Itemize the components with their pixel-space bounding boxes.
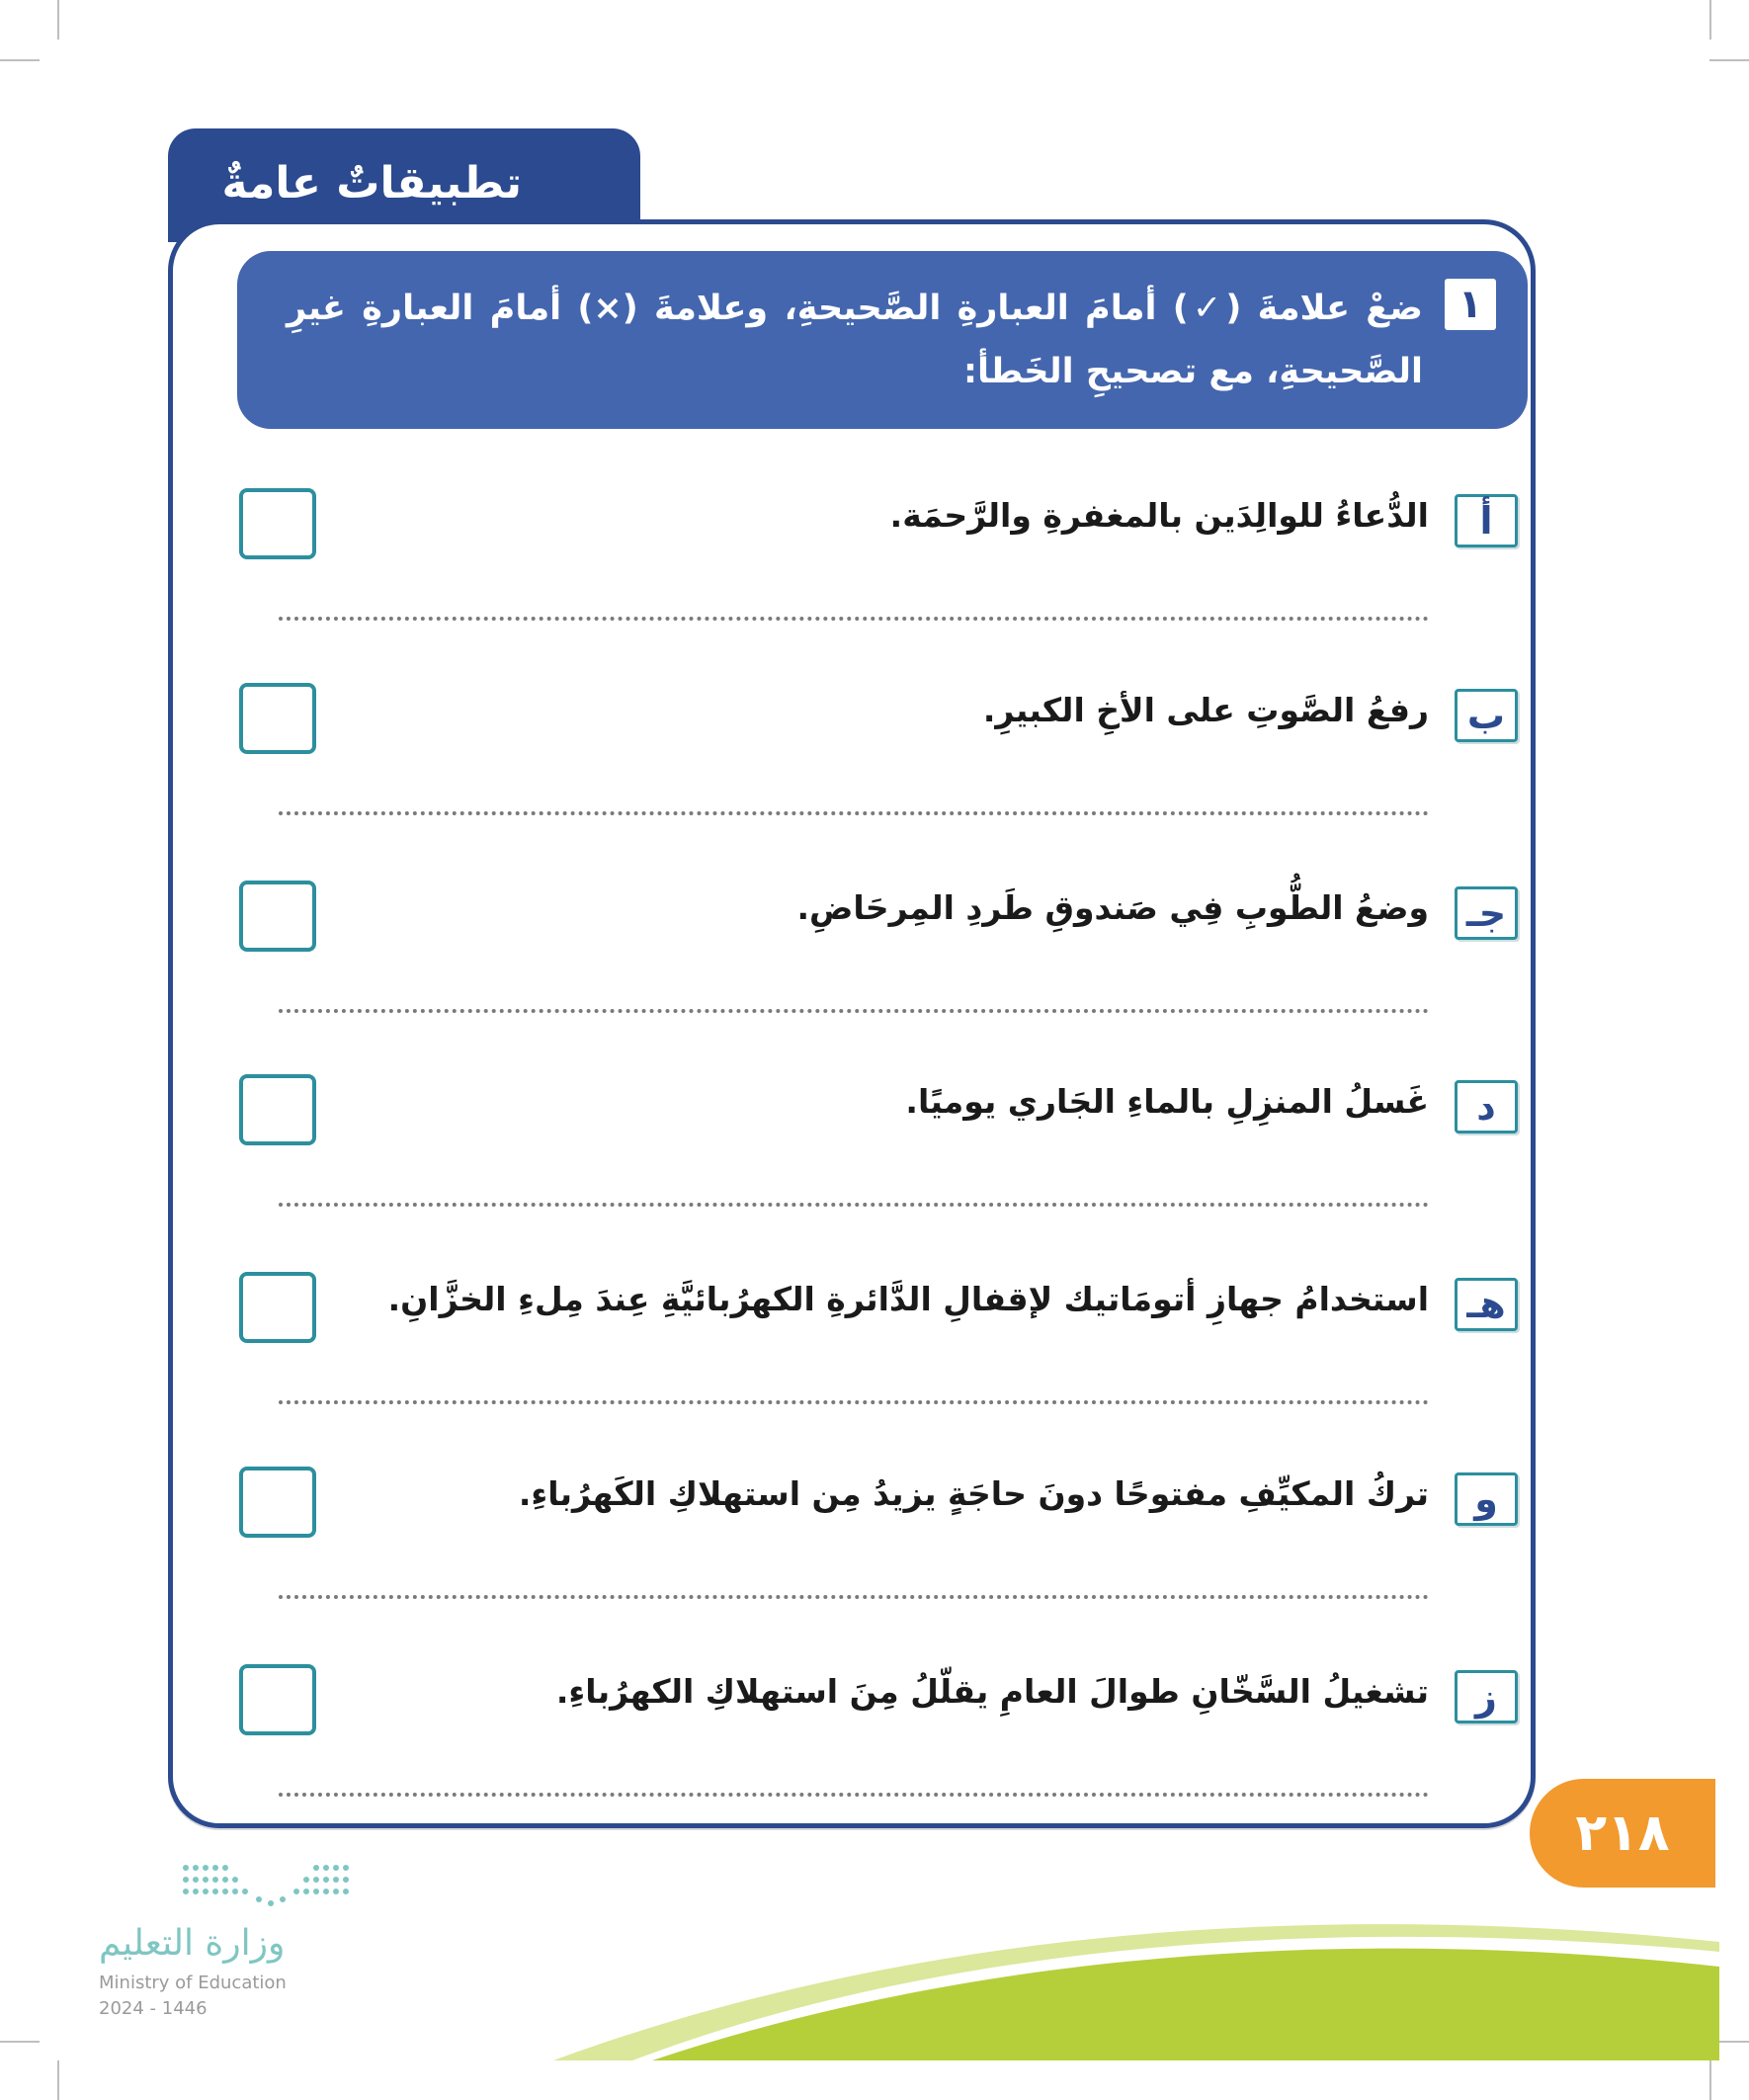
correction-line[interactable] <box>279 1203 1429 1207</box>
item-statement: استخدامُ جهازِ أتومَاتيك لإقفالِ الدَّائرةِ الكهرُبائيَّةِ عِندَ مِلءِ الخزَّانِ. <box>387 1280 1429 1318</box>
swoosh-band <box>652 1949 1719 2060</box>
correction-line[interactable] <box>279 1793 1429 1797</box>
instruction-text: ضعْ علامةَ (✓) أمامَ العبارةِ الصَّحيحةِ، وعلامةَ (×) أمامَ العبارةِ غيرِ الصَّحيحةِ، مع تصحيحِ الخَطأ: <box>287 289 1423 391</box>
item-letter-badge: هـ <box>1455 1278 1518 1331</box>
answer-checkbox[interactable] <box>239 1664 316 1735</box>
item-letter-badge: جـ <box>1455 886 1518 940</box>
item-letter-badge: د <box>1455 1080 1518 1134</box>
ministry-name-ar: وزارة التعليم <box>99 1923 286 1964</box>
answer-checkbox[interactable] <box>239 683 316 754</box>
item-statement: رفعُ الصَّوتِ على الأخِ الكبيرِ. <box>982 691 1429 729</box>
list-item <box>237 886 1518 1045</box>
item-statement: تشغيلُ السَّخّانِ طوالَ العامِ يقلّلُ مِنَ استهلاكِ الكهرُباءِ. <box>555 1672 1429 1711</box>
answer-checkbox[interactable] <box>239 1074 316 1145</box>
ministry-name-en: Ministry of Education <box>99 1973 287 1993</box>
item-letter-badge: ز <box>1455 1670 1518 1723</box>
list-item <box>237 1670 1518 1828</box>
answer-checkbox[interactable] <box>239 1467 316 1538</box>
item-letter-badge: ب <box>1455 689 1518 742</box>
ministry-year: 2024 - 1446 <box>99 1998 208 2019</box>
list-item <box>237 1080 1518 1238</box>
item-statement: تركُ المكيِّفِ مفتوحًا دونَ حاجَةٍ يزيدُ مِن استهلاكِ الكَهرُباءِ. <box>518 1474 1429 1513</box>
section-title: تطبيقاتٌ عامةٌ <box>221 158 522 209</box>
list-item <box>237 1472 1518 1631</box>
answer-checkbox[interactable] <box>239 488 316 559</box>
instruction-banner <box>237 251 1528 429</box>
logo-dots-icon <box>180 1858 358 1917</box>
list-item <box>237 1278 1518 1436</box>
item-letter-badge: أ <box>1455 494 1518 547</box>
page-number: ٢١٨ <box>1530 1779 1715 1888</box>
item-statement: غَسلُ المنزِلِ بالماءِ الجَاري يوميًا. <box>905 1082 1429 1121</box>
correction-line[interactable] <box>279 1400 1429 1404</box>
answer-checkbox[interactable] <box>239 881 316 952</box>
item-statement: وضعُ الطُّوبِ فِي صَندوقِ طَردِ المِرحَاضِ. <box>796 888 1429 927</box>
list-item <box>237 689 1518 847</box>
question-number: ١ <box>1445 279 1496 330</box>
answer-checkbox[interactable] <box>239 1272 316 1343</box>
list-item <box>237 494 1518 652</box>
item-letter-badge: و <box>1455 1472 1518 1526</box>
ministry-logo <box>95 1858 362 2026</box>
correction-line[interactable] <box>279 811 1429 815</box>
correction-line[interactable] <box>279 1009 1429 1013</box>
correction-line[interactable] <box>279 617 1429 621</box>
item-statement: الدُّعاءُ للوالِدَين بالمغفرةِ والرَّحمَة. <box>889 496 1429 535</box>
correction-line[interactable] <box>279 1595 1429 1599</box>
